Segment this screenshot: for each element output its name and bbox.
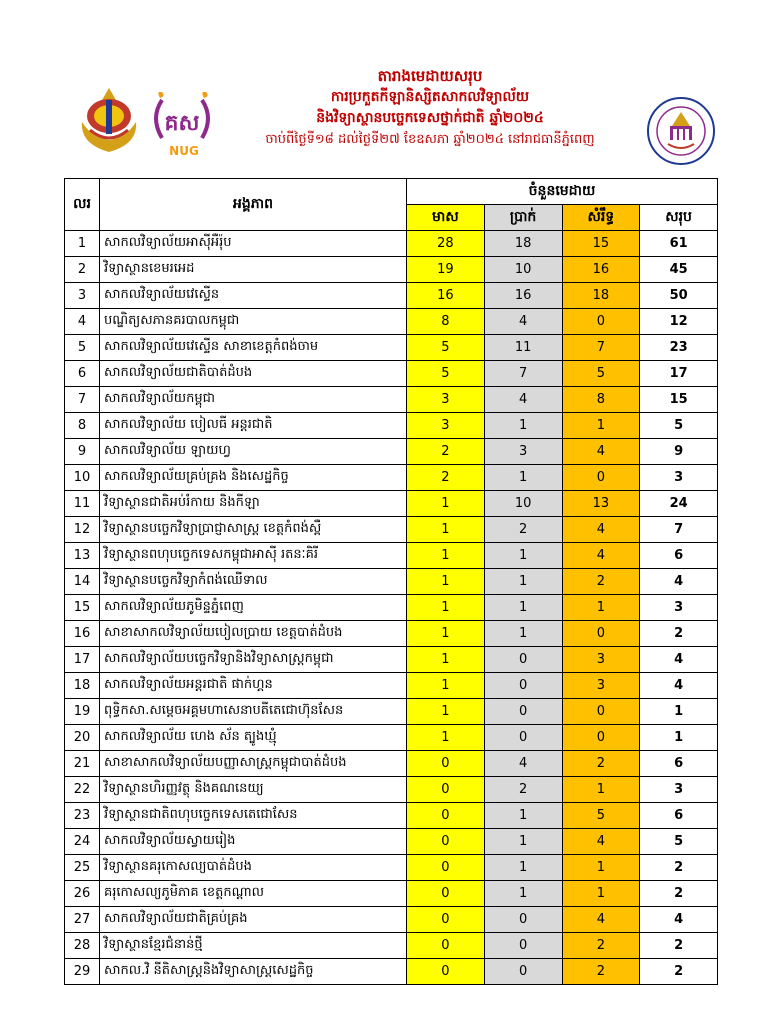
row-gold-count: 0 xyxy=(407,751,485,777)
row-total-count: 2 xyxy=(640,621,718,647)
row-bronze-count: 1 xyxy=(562,855,640,881)
table-row xyxy=(65,881,718,907)
nug-logo-text: NUG xyxy=(169,144,199,158)
row-number: 9 xyxy=(65,439,100,465)
row-total-count: 15 xyxy=(640,387,718,413)
table-row xyxy=(65,933,718,959)
row-number: 11 xyxy=(65,491,100,517)
row-institution-name: សាកលវិទ្យាល័យវេស្ទើន xyxy=(100,283,407,309)
row-total-count: 4 xyxy=(640,647,718,673)
row-bronze-count: 5 xyxy=(562,361,640,387)
row-institution-name: បណ្ឌិត្យសភានគរបាលកម្ពុជា xyxy=(100,309,407,335)
row-institution-name: វិទ្យាស្ថានបច្ចេកវិទ្យាប្រាជ្ញាសាស្រ្ត ខេត្តកំពង់ស្ពឺ xyxy=(100,517,407,543)
row-silver-count: 1 xyxy=(484,569,562,595)
nug-logo-icon xyxy=(146,92,218,158)
row-number: 23 xyxy=(65,803,100,829)
row-institution-name: វិទ្យាស្ថានពហុបច្ចេកទេសកម្ពុជាអាស៊ី រតនៈគិរី xyxy=(100,543,407,569)
row-bronze-count: 0 xyxy=(562,309,640,335)
table-row xyxy=(65,777,718,803)
row-gold-count: 1 xyxy=(407,595,485,621)
row-silver-count: 11 xyxy=(484,335,562,361)
row-silver-count: 10 xyxy=(484,257,562,283)
row-number: 6 xyxy=(65,361,100,387)
row-number: 10 xyxy=(65,465,100,491)
document-header xyxy=(0,0,783,178)
row-total-count: 3 xyxy=(640,595,718,621)
row-bronze-count: 5 xyxy=(562,803,640,829)
row-number: 4 xyxy=(65,309,100,335)
row-gold-count: 1 xyxy=(407,699,485,725)
row-number: 13 xyxy=(65,543,100,569)
row-gold-count: 0 xyxy=(407,933,485,959)
col-header-no: លរ xyxy=(65,179,100,231)
row-silver-count: 1 xyxy=(484,829,562,855)
row-institution-name: សាកលវិទ្យាល័យ ហេង ស័ន ត្បូងឃ្មុំ xyxy=(100,725,407,751)
row-bronze-count: 1 xyxy=(562,413,640,439)
row-bronze-count: 4 xyxy=(562,829,640,855)
row-bronze-count: 7 xyxy=(562,335,640,361)
col-header-medals: ចំនួនមេដាយ xyxy=(407,179,718,205)
row-silver-count: 0 xyxy=(484,725,562,751)
row-total-count: 2 xyxy=(640,933,718,959)
row-number: 16 xyxy=(65,621,100,647)
row-total-count: 12 xyxy=(640,309,718,335)
row-number: 15 xyxy=(65,595,100,621)
row-total-count: 23 xyxy=(640,335,718,361)
row-number: 14 xyxy=(65,569,100,595)
medal-table xyxy=(64,178,718,985)
row-bronze-count: 15 xyxy=(562,231,640,257)
table-row xyxy=(65,335,718,361)
row-silver-count: 1 xyxy=(484,855,562,881)
row-total-count: 3 xyxy=(640,777,718,803)
row-gold-count: 1 xyxy=(407,621,485,647)
row-bronze-count: 4 xyxy=(562,543,640,569)
row-total-count: 2 xyxy=(640,959,718,985)
table-row xyxy=(65,361,718,387)
title-line-2: ការប្រកួតកីឡានិស្សិតសាកលវិទ្យាល័យ xyxy=(330,89,530,105)
table-row xyxy=(65,751,718,777)
row-silver-count: 1 xyxy=(484,621,562,647)
title-date-line: ចាប់ពីថ្ងៃទី១៨ ដល់ថ្ងៃទី២៧ ខែឧសភា ឆ្នាំ២០២៤ នៅរាជធានីភ្នំពេញ xyxy=(265,132,595,147)
row-institution-name: សាកលវិទ្យាល័យគ្រប់គ្រង និងសេដ្ឋកិច្ច xyxy=(100,465,407,491)
col-header-silver: ប្រាក់ xyxy=(484,205,562,231)
row-gold-count: 0 xyxy=(407,803,485,829)
table-row xyxy=(65,517,718,543)
row-total-count: 1 xyxy=(640,699,718,725)
row-bronze-count: 2 xyxy=(562,569,640,595)
table-row xyxy=(65,647,718,673)
row-gold-count: 0 xyxy=(407,907,485,933)
row-silver-count: 0 xyxy=(484,959,562,985)
row-institution-name: វិទ្យាស្ថានខេមរអេដ xyxy=(100,257,407,283)
row-silver-count: 1 xyxy=(484,803,562,829)
table-row xyxy=(65,439,718,465)
row-total-count: 7 xyxy=(640,517,718,543)
table-row xyxy=(65,855,718,881)
row-gold-count: 1 xyxy=(407,517,485,543)
row-number: 1 xyxy=(65,231,100,257)
row-gold-count: 1 xyxy=(407,673,485,699)
row-gold-count: 28 xyxy=(407,231,485,257)
row-institution-name: សាកលវិទ្យាល័យអាស៊ីអឺរ៉ុប xyxy=(100,231,407,257)
row-total-count: 50 xyxy=(640,283,718,309)
row-bronze-count: 13 xyxy=(562,491,640,517)
row-silver-count: 1 xyxy=(484,413,562,439)
table-row xyxy=(65,257,718,283)
table-row xyxy=(65,907,718,933)
row-silver-count: 0 xyxy=(484,933,562,959)
row-bronze-count: 2 xyxy=(562,959,640,985)
row-gold-count: 0 xyxy=(407,829,485,855)
row-bronze-count: 4 xyxy=(562,517,640,543)
row-bronze-count: 3 xyxy=(562,673,640,699)
row-number: 20 xyxy=(65,725,100,751)
row-total-count: 4 xyxy=(640,569,718,595)
row-bronze-count: 1 xyxy=(562,595,640,621)
row-silver-count: 0 xyxy=(484,673,562,699)
row-silver-count: 4 xyxy=(484,751,562,777)
row-gold-count: 3 xyxy=(407,387,485,413)
ministry-emblem-icon xyxy=(76,86,142,156)
table-row xyxy=(65,699,718,725)
row-silver-count: 2 xyxy=(484,517,562,543)
row-institution-name: សាកលវិទ្យាល័យអន្តរជាតិ ផាក់ហ្គន xyxy=(100,673,407,699)
row-gold-count: 1 xyxy=(407,725,485,751)
row-gold-count: 0 xyxy=(407,881,485,907)
row-institution-name: សាកលវិទ្យាល័យវេស្ទើន សាខាខេត្តកំពង់ចាម xyxy=(100,335,407,361)
row-bronze-count: 4 xyxy=(562,439,640,465)
row-institution-name: វិទ្យាស្ថានហិរញ្ញវត្ថុ និងគណនេយ្យ xyxy=(100,777,407,803)
row-institution-name: សាកលវិទ្យាល័យបច្ចេកវិទ្យានិងវិទ្យាសាស្រ្តកម្ពុជា xyxy=(100,647,407,673)
row-institution-name: សាកលវិទ្យាល័យភូមិន្ទភ្នំពេញ xyxy=(100,595,407,621)
row-bronze-count: 1 xyxy=(562,777,640,803)
row-institution-name: វិទ្យាស្ថានជាតិអប់រំកាយ និងកីឡា xyxy=(100,491,407,517)
row-gold-count: 8 xyxy=(407,309,485,335)
row-institution-name: សាកលវិទ្យាល័យជាតិបាត់ដំបង xyxy=(100,361,407,387)
row-gold-count: 5 xyxy=(407,361,485,387)
col-header-bronze: សំរឹទ្ធ xyxy=(562,205,640,231)
row-gold-count: 1 xyxy=(407,543,485,569)
row-total-count: 2 xyxy=(640,855,718,881)
row-total-count: 2 xyxy=(640,881,718,907)
row-total-count: 5 xyxy=(640,413,718,439)
row-institution-name: វិទ្យាស្ថានខ្មែរជំនាន់ថ្មី xyxy=(100,933,407,959)
row-number: 28 xyxy=(65,933,100,959)
col-header-gold: មាស xyxy=(407,205,485,231)
row-bronze-count: 2 xyxy=(562,751,640,777)
table-row xyxy=(65,829,718,855)
row-institution-name: សាកលវិទ្យាល័យជាតិគ្រប់គ្រង xyxy=(100,907,407,933)
row-gold-count: 1 xyxy=(407,647,485,673)
row-number: 24 xyxy=(65,829,100,855)
row-institution-name: ពុទ្ធិកសា.សម្តេចអគ្គមហាសេនាបតីតេជោហ៊ុនសែន xyxy=(100,699,407,725)
row-total-count: 6 xyxy=(640,803,718,829)
row-total-count: 6 xyxy=(640,543,718,569)
row-bronze-count: 4 xyxy=(562,907,640,933)
row-institution-name: សាកលវិទ្យាល័យ បៀលធី អន្តរជាតិ xyxy=(100,413,407,439)
row-number: 18 xyxy=(65,673,100,699)
table-row xyxy=(65,673,718,699)
row-total-count: 17 xyxy=(640,361,718,387)
row-number: 21 xyxy=(65,751,100,777)
row-total-count: 45 xyxy=(640,257,718,283)
title-line-3: និងវិទ្យាស្ថានបច្ចេកទេសថ្នាក់ជាតិ ឆ្នាំ២០២៤ xyxy=(316,110,544,126)
row-number: 3 xyxy=(65,283,100,309)
table-row xyxy=(65,231,718,257)
table-row xyxy=(65,959,718,985)
row-bronze-count: 8 xyxy=(562,387,640,413)
row-total-count: 24 xyxy=(640,491,718,517)
table-row xyxy=(65,621,718,647)
row-bronze-count: 0 xyxy=(562,621,640,647)
page-title: តារាងមេដាយសរុប xyxy=(377,67,483,85)
row-number: 5 xyxy=(65,335,100,361)
row-number: 12 xyxy=(65,517,100,543)
row-silver-count: 18 xyxy=(484,231,562,257)
table-row xyxy=(65,569,718,595)
row-gold-count: 0 xyxy=(407,959,485,985)
table-row xyxy=(65,465,718,491)
row-total-count: 3 xyxy=(640,465,718,491)
row-bronze-count: 1 xyxy=(562,881,640,907)
table-row xyxy=(65,543,718,569)
row-total-count: 61 xyxy=(640,231,718,257)
row-total-count: 4 xyxy=(640,673,718,699)
row-bronze-count: 0 xyxy=(562,699,640,725)
row-silver-count: 1 xyxy=(484,595,562,621)
row-bronze-count: 0 xyxy=(562,465,640,491)
row-total-count: 4 xyxy=(640,907,718,933)
row-silver-count: 2 xyxy=(484,777,562,803)
row-institution-name: សាកល.វិ នីតិសាស្រ្តនិងវិទ្យាសាស្រ្តសេដ្ឋកិច្ច xyxy=(100,959,407,985)
row-institution-name: វិទ្យាស្ថានជាតិពហុបច្ចេកទេសតេជោសែន xyxy=(100,803,407,829)
row-gold-count: 5 xyxy=(407,335,485,361)
title-block xyxy=(230,66,630,150)
row-institution-name: សាកលវិទ្យាល័យកម្ពុជា xyxy=(100,387,407,413)
row-institution-name: វិទ្យាស្ថានបច្ចេកវិទ្យាកំពង់ឈើទាល xyxy=(100,569,407,595)
row-institution-name: សាខាសាកលវិទ្យាល័យបញ្ញាសាស្រ្តកម្ពុជាបាត់ដំបង xyxy=(100,751,407,777)
nug-logo-glyph: គស xyxy=(164,111,200,136)
row-number: 19 xyxy=(65,699,100,725)
row-silver-count: 10 xyxy=(484,491,562,517)
federation-seal-icon xyxy=(646,96,716,166)
row-silver-count: 16 xyxy=(484,283,562,309)
row-institution-name: សាកលវិទ្យាល័យស្វាយរៀង xyxy=(100,829,407,855)
row-total-count: 6 xyxy=(640,751,718,777)
row-institution-name: វិទ្យាស្ថានគរុកោសល្យបាត់ដំបង xyxy=(100,855,407,881)
row-number: 2 xyxy=(65,257,100,283)
row-gold-count: 2 xyxy=(407,465,485,491)
row-total-count: 5 xyxy=(640,829,718,855)
table-row xyxy=(65,803,718,829)
table-row xyxy=(65,413,718,439)
row-silver-count: 1 xyxy=(484,881,562,907)
row-silver-count: 4 xyxy=(484,309,562,335)
table-row xyxy=(65,491,718,517)
table-row xyxy=(65,283,718,309)
row-bronze-count: 16 xyxy=(562,257,640,283)
row-total-count: 1 xyxy=(640,725,718,751)
row-silver-count: 4 xyxy=(484,387,562,413)
row-gold-count: 1 xyxy=(407,569,485,595)
row-silver-count: 3 xyxy=(484,439,562,465)
row-number: 27 xyxy=(65,907,100,933)
row-gold-count: 1 xyxy=(407,491,485,517)
row-number: 22 xyxy=(65,777,100,803)
table-row xyxy=(65,309,718,335)
row-silver-count: 1 xyxy=(484,465,562,491)
row-gold-count: 16 xyxy=(407,283,485,309)
row-gold-count: 0 xyxy=(407,855,485,881)
row-silver-count: 1 xyxy=(484,543,562,569)
row-gold-count: 0 xyxy=(407,777,485,803)
row-number: 25 xyxy=(65,855,100,881)
row-number: 7 xyxy=(65,387,100,413)
row-bronze-count: 3 xyxy=(562,647,640,673)
row-number: 29 xyxy=(65,959,100,985)
row-bronze-count: 2 xyxy=(562,933,640,959)
row-silver-count: 7 xyxy=(484,361,562,387)
table-row xyxy=(65,595,718,621)
row-bronze-count: 0 xyxy=(562,725,640,751)
row-silver-count: 0 xyxy=(484,699,562,725)
row-silver-count: 0 xyxy=(484,647,562,673)
row-institution-name: សាខាសាកលវិទ្យាល័យបៀលប្រាយ ខេត្តបាត់ដំបង xyxy=(100,621,407,647)
row-number: 8 xyxy=(65,413,100,439)
col-header-name: អង្គភាព xyxy=(100,179,407,231)
row-gold-count: 2 xyxy=(407,439,485,465)
row-number: 26 xyxy=(65,881,100,907)
row-institution-name: សាកលវិទ្យាល័យ ឡាយហ្វ xyxy=(100,439,407,465)
table-row xyxy=(65,725,718,751)
table-row xyxy=(65,387,718,413)
row-gold-count: 19 xyxy=(407,257,485,283)
row-institution-name: គរុកោសល្យភូមិភាគ ខេត្តកណ្តាល xyxy=(100,881,407,907)
row-total-count: 9 xyxy=(640,439,718,465)
row-silver-count: 0 xyxy=(484,907,562,933)
row-gold-count: 3 xyxy=(407,413,485,439)
col-header-total: សរុប xyxy=(640,205,718,231)
row-number: 17 xyxy=(65,647,100,673)
row-bronze-count: 18 xyxy=(562,283,640,309)
